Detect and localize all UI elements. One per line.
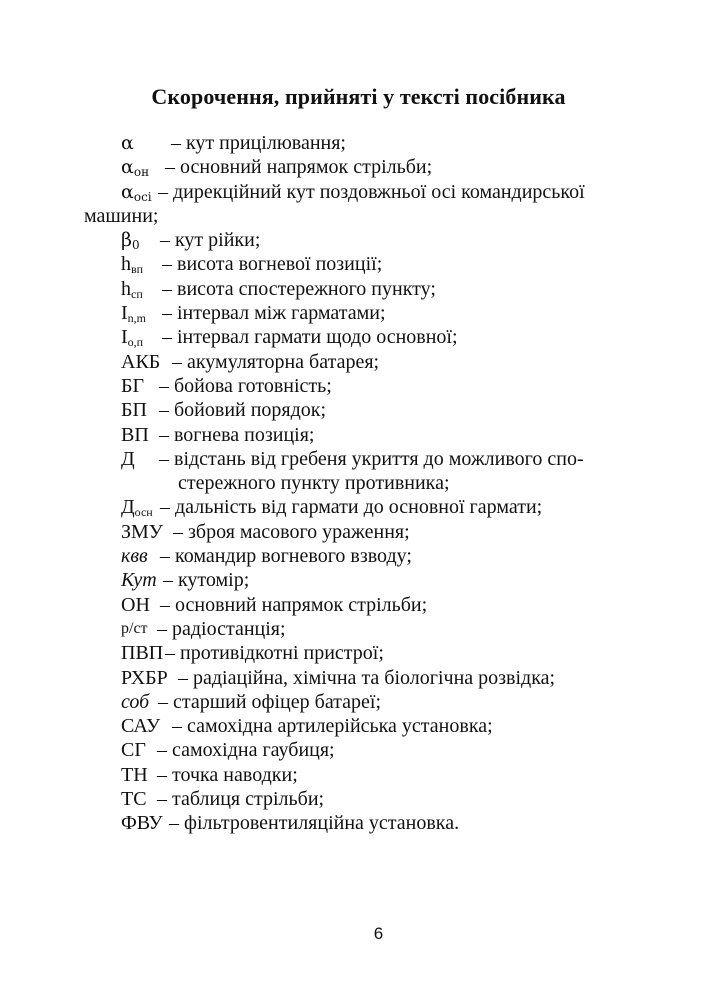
definition: – бойова готовність;	[159, 374, 332, 397]
abbreviation: ТН	[121, 763, 148, 786]
list-item	[0, 325, 707, 349]
definition: – точка наводки;	[157, 763, 298, 786]
list-item	[0, 690, 707, 714]
abbreviation: ВП	[121, 423, 149, 446]
abbreviation: соб	[121, 690, 150, 713]
abbreviation: $I_{n,m}$	[121, 302, 147, 326]
definition: – відстань від гребеня укриття до можливого спо-	[159, 447, 584, 470]
list-item	[0, 520, 707, 544]
list-item	[0, 568, 707, 592]
abbreviation: БГ	[121, 374, 145, 397]
list-item	[0, 301, 707, 325]
definition: – бойовий порядок;	[159, 399, 327, 422]
abbreviation: $\alpha_{осі}$	[121, 180, 152, 204]
abbreviation-list	[0, 131, 707, 836]
list-item	[0, 495, 707, 519]
abbreviation: Кут	[121, 569, 157, 592]
list-item	[0, 666, 707, 690]
list-item	[0, 787, 707, 811]
definition: – основний напрямок стрільби;	[165, 156, 433, 179]
definition: – кут рійки;	[160, 229, 261, 252]
abbreviation: $\beta_0$	[121, 229, 140, 253]
definition: – висота вогневої позиції;	[162, 253, 383, 276]
list-item-continuation	[0, 471, 707, 495]
abbreviation: $h_{сп}$	[121, 277, 143, 301]
abbreviation: ПВП	[121, 642, 164, 665]
definition: – інтервал гармати щодо основної;	[162, 326, 458, 349]
definition: – зброя масового ураження;	[173, 520, 410, 543]
definition: – самохідна артилерійська установка;	[172, 715, 493, 738]
definition: – кутомір;	[163, 569, 250, 592]
list-item	[0, 228, 707, 252]
list-item	[0, 811, 707, 835]
definition: – радіаційна, хімічна та біологічна розвідка;	[178, 666, 556, 689]
list-item	[0, 617, 707, 641]
definition: – інтервал між гарматами;	[162, 302, 386, 325]
list-item	[0, 398, 707, 422]
list-item	[0, 544, 707, 568]
list-item	[0, 714, 707, 738]
definition: – самохідна гаубиця;	[157, 739, 335, 762]
list-item	[0, 131, 707, 155]
list-item-continuation	[0, 204, 707, 228]
abbreviation: АКБ	[121, 350, 161, 373]
abbreviation: $h_{вп}$	[121, 253, 144, 277]
list-item	[0, 374, 707, 398]
list-item	[0, 423, 707, 447]
list-item	[0, 447, 707, 471]
definition-continuation: стережного пункту противника;	[178, 472, 450, 495]
definition: – висота спостережного пункту;	[162, 277, 436, 300]
abbreviation: ЗМУ	[121, 520, 163, 543]
abbreviation: САУ	[121, 715, 161, 738]
abbreviation: квв	[121, 545, 148, 568]
list-item	[0, 641, 707, 665]
definition: – вогнева позиція;	[159, 423, 315, 446]
definition: – фільтровентиляційна установка.	[169, 812, 460, 835]
definition: – акумуляторна батарея;	[172, 350, 380, 373]
abbreviation: $\alpha_{он}$	[121, 156, 150, 180]
definition: – противідкотні пристрої;	[165, 642, 384, 665]
definition-continuation: машини;	[84, 204, 159, 227]
page-number: 6	[373, 924, 384, 943]
list-item	[0, 180, 707, 204]
abbreviation: ТС	[121, 788, 147, 811]
definition: – основний напрямок стрільби;	[160, 593, 428, 616]
list-item	[0, 252, 707, 276]
list-item	[0, 155, 707, 179]
definition: – таблиця стрільби;	[157, 788, 325, 811]
definition: – дирекційний кут поздовжньої осі командирської	[158, 180, 585, 203]
abbreviation: α	[121, 132, 134, 154]
list-item	[0, 350, 707, 374]
abbreviation: СГ	[121, 739, 146, 762]
abbreviation: $Д_{осн}$	[121, 496, 153, 520]
list-item	[0, 593, 707, 617]
definition: – радіостанція;	[157, 617, 286, 640]
list-item	[0, 738, 707, 762]
abbreviation: ОН	[121, 593, 150, 616]
abbreviation: РХБР	[121, 666, 168, 689]
definition: – кут прицілювання;	[171, 132, 346, 154]
list-item	[0, 277, 707, 301]
abbreviation: Д	[121, 447, 135, 470]
abbreviation: БП	[121, 399, 147, 422]
abbreviation: $I_{о,п}$	[121, 326, 144, 350]
abbreviation: ФВУ	[121, 812, 163, 835]
list-item	[0, 763, 707, 787]
definition: – дальність від гармати до основної гармати;	[160, 496, 543, 519]
page-title: Скорочення, прийняті у тексті посібника	[151, 84, 566, 109]
definition: – командир вогневого взводу;	[160, 545, 412, 568]
abbreviation: р/ст	[121, 619, 148, 637]
definition: – старший офіцер батареї;	[158, 690, 382, 713]
